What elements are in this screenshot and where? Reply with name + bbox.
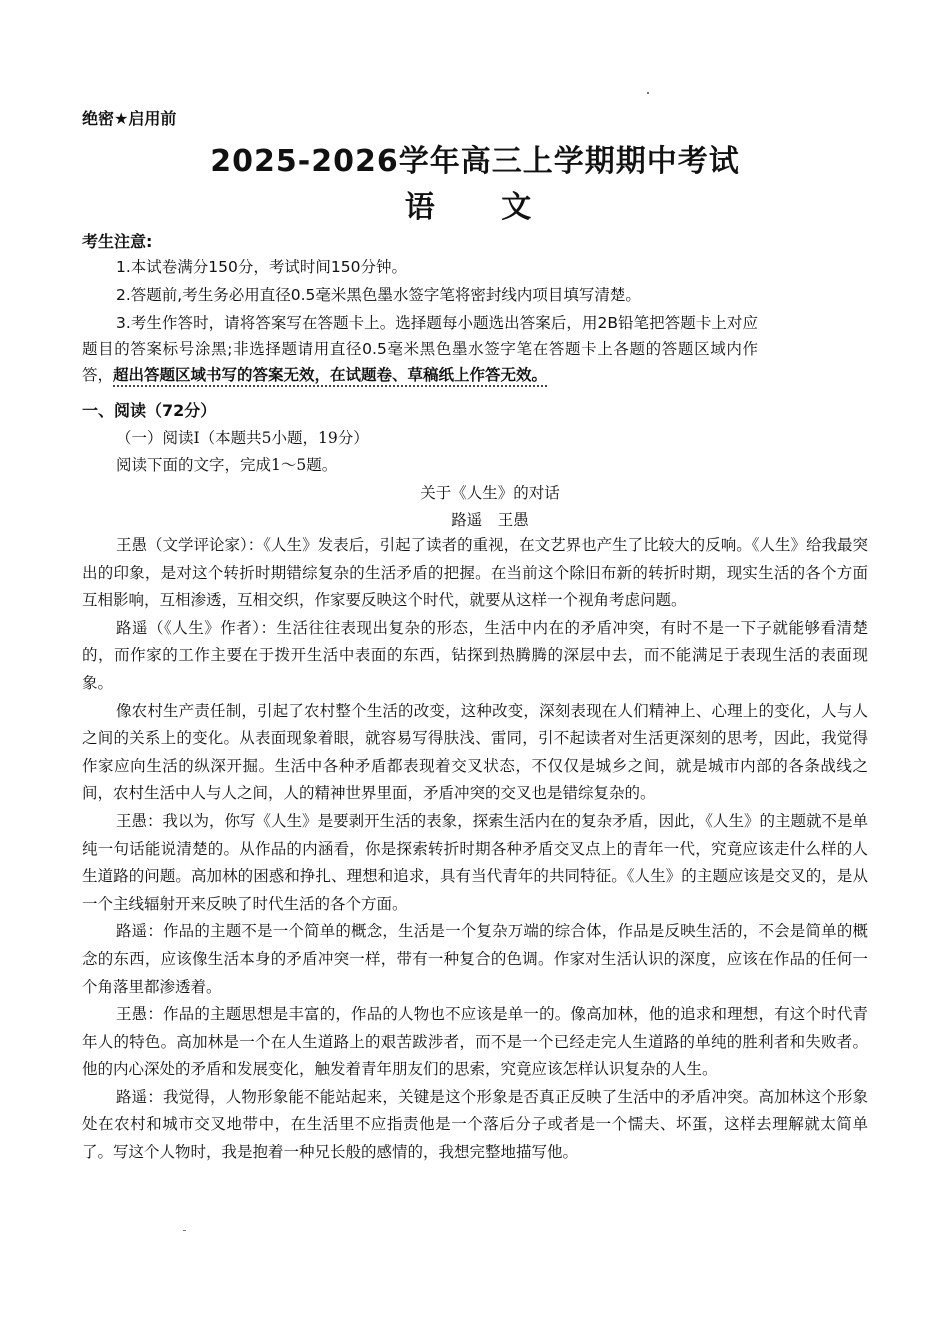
article-paragraph: 路遥：作品的主题不是一个简单的概念，生活是一个复杂万端的综合体，作品是反映生活的，不会是简单的概念的东西，应该像生活本身的矛盾冲突一样，带有一种复合的色调。作家对生活认识的深度，应该在作品的任何一个角落里都渗透着。: [82, 922, 868, 996]
article-authors: 路遥 王愚: [451, 511, 529, 529]
notice-item-3: [82, 310, 758, 388]
article-body: [82, 532, 868, 1167]
confidential-label: 绝密★启用前: [82, 109, 177, 128]
notice-item-2: 2.答题前,考生务必用直径0.5毫米黑色墨水签字笔将密封线内项目填写清楚。: [116, 286, 641, 304]
notice-heading: 考生注意:: [82, 232, 153, 251]
section-heading: 一、阅读（72分）: [82, 401, 217, 420]
section-subheading: （一）阅读Ⅰ（本题共5小题，19分）: [116, 429, 369, 447]
scan-speck: [183, 1230, 186, 1231]
notice-item-3-text: 3.考生作答时，请将答案写在答题卡上。选择题每小题选出答案后，用2B铅笔把答题卡上对应题目的答案标号涂黑;非选择题请用直径0.5毫米黑色墨水签字笔在答题卡上各题的答题区域内作答，: [82, 314, 758, 384]
reading-instruction: 阅读下面的文字，完成1～5题。: [116, 456, 338, 474]
notice-item-1: 1.本试卷满分150分，考试时间150分钟。: [116, 258, 407, 276]
exam-title: 2025-2026学年高三上学期期中考试: [210, 144, 740, 179]
subject-title: 语 文: [404, 190, 560, 225]
article-paragraph: 像农村生产责任制，引起了农村整个生活的改变，这种改变，深刻表现在人们精神上、心理上的变化，人与人之间的关系上的变化。从表面现象着眼，就容易写得肤浅、雷同，引不起读者对生活更深刻的思考，因此，我觉得作家应向生活的纵深开掘。生活中各种矛盾都表现着交叉状态，不仅仅是城乡之间，就是城市内部的各条战线之间，农村生活中人与人之间，人的精神世界里面，矛盾冲突的交叉也是错综复杂的。: [82, 701, 868, 803]
article-title: 关于《人生》的对话: [420, 484, 560, 502]
article-paragraph: 王愚：我以为，你写《人生》是要剥开生活的表象，探索生活内在的复杂矛盾，因此，《人生》的主题就不是单纯一句话能说清楚的。从作品的内涵看，你是探索转折时期各种矛盾交叉点上的青年一代，究竟应该走什么样的人生道路的问题。高加林的困惑和挣扎、理想和追求，具有当代青年的共同特征。《人生》的主题应该是交叉的，是从一个主线辐射开来反映了时代生活的各个方面。: [82, 811, 868, 913]
article-paragraph: 路遥（《人生》作者）：生活往往表现出复杂的形态，生活中内在的矛盾冲突，有时不是一下子就能够看清楚的，而作家的工作主要在于拨开生活中表面的东西，钻探到热腾腾的深层中去，而不能满足于表现生活的表面现象。: [82, 618, 868, 692]
article-paragraph: 路遥：我觉得，人物形象能不能站起来，关键是这个形象是否真正反映了生活中的矛盾冲突。高加林这个形象处在农村和城市交叉地带中，在生活里不应指责他是一个落后分子或者是一个懦夫、坏蛋，这样去理解就太简单了。写这个人物时，我是抱着一种兄长般的感情的，我想完整地描写他。: [82, 1087, 868, 1162]
article-paragraph: 王愚：作品的主题思想是丰富的，作品的人物也不应该是单一的。像高加林，他的追求和理想，有这个时代青年人的特色。高加林是一个在人生道路上的艰苦跋涉者，而不是一个已经走完人生道路的单纯的胜利者和失败者。他的内心深处的矛盾和发展变化，触发着青年朋友们的思索，究竟应该怎样认识复杂的人生。: [82, 1005, 868, 1079]
scan-speck: [647, 92, 649, 94]
article-paragraph: 王愚（文学评论家）：《人生》发表后，引起了读者的重视，在文艺界也产生了比较大的反响。《人生》给我最突出的印象，是对这个转折时期错综复杂的生活矛盾的把握。在当前这个除旧布新的转折时期，现实生活的各个方面互相影响，互相渗透，互相交织，作家要反映这个时代，就要从这样一个视角考虑问题。: [82, 536, 868, 610]
notice-item-3-emphasis: 超出答题区域书写的答案无效，在试题卷、草稿纸上作答无效。: [113, 366, 548, 384]
